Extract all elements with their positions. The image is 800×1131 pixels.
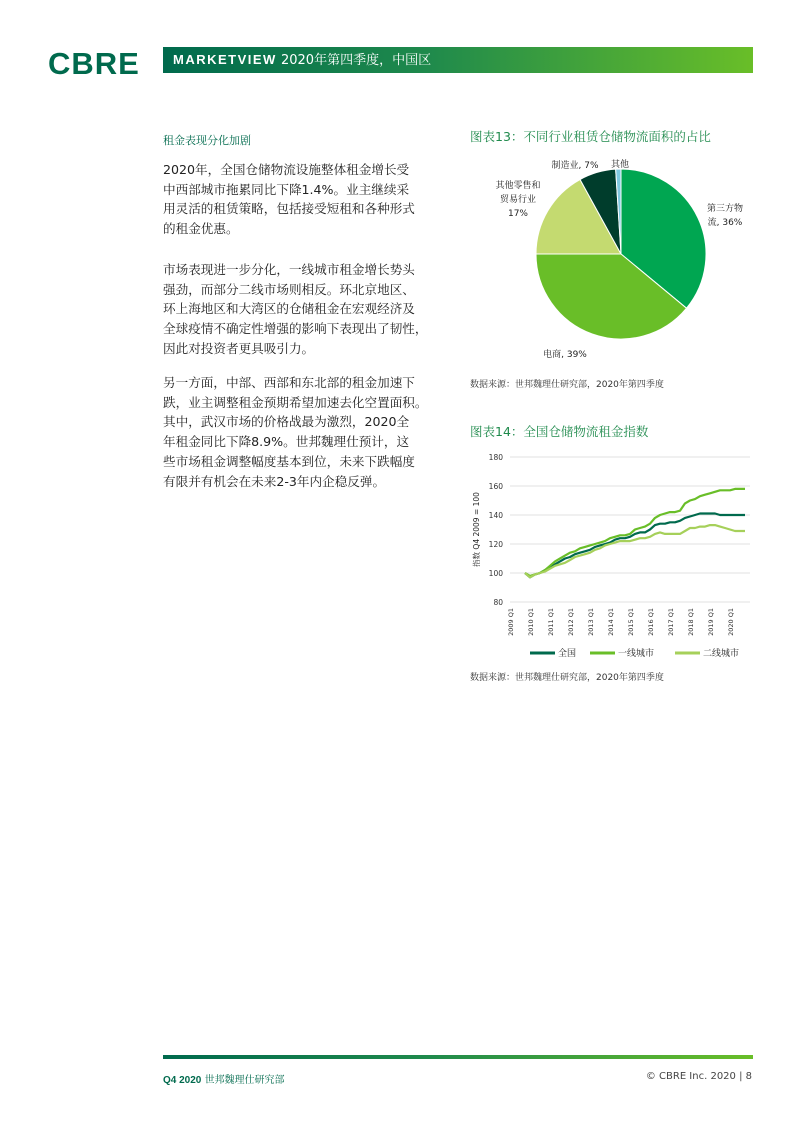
brand-label: MARKETVIEW	[173, 52, 277, 67]
figure14-source: 数据来源：世邦魏理仕研究部，2020年第四季度	[470, 673, 664, 683]
y-tick-label: 120	[488, 540, 503, 549]
figure13-source: 数据来源：世邦魏理仕研究部，2020年第四季度	[470, 380, 664, 390]
x-tick-label: 2014 Q1	[607, 608, 615, 636]
pie-slice-label: 电商, 39%	[543, 350, 587, 360]
y-tick-label: 160	[488, 482, 503, 491]
body-line: 另一方面，中部、西部和东北部的租金加速下	[163, 375, 415, 390]
x-tick-label: 2018 Q1	[687, 608, 695, 636]
body-line: 其中，武汉市场的价格战最为激烈，2020全	[163, 414, 410, 430]
footer-quarter: Q4 2020	[163, 1075, 202, 1086]
series-line	[525, 514, 745, 578]
footer-line	[163, 1055, 753, 1059]
footer-left	[163, 1071, 285, 1086]
report-period: 2020年第四季度，中国区	[280, 53, 432, 68]
body-line: 因此对投资者更具吸引力。	[163, 340, 315, 356]
footer-copyright: © CBRE Inc. 2020 | 8	[645, 1071, 752, 1082]
y-tick-label: 180	[488, 453, 503, 462]
x-tick-label: 2019 Q1	[707, 608, 715, 636]
body-line: 环上海地区和大湾区的仓储租金在宏观经济及	[163, 301, 415, 317]
pie-slice-label: 其他零售和	[495, 181, 541, 191]
legend-label: 全国	[558, 649, 577, 659]
x-tick-label: 2013 Q1	[587, 608, 595, 636]
body-line: 2020年，全国仓储物流设施整体租金增长受	[163, 162, 410, 177]
x-tick-label: 2011 Q1	[547, 608, 555, 636]
pie-slice-label: 制造业, 7%	[551, 161, 599, 171]
body-line: 有限并有机会在未来2-3年内企稳反弹。	[163, 473, 386, 489]
x-tick-label: 2016 Q1	[647, 608, 655, 636]
body-paragraph-1	[163, 160, 463, 239]
pie-slice-label: 17%	[507, 209, 529, 219]
y-tick-label: 140	[488, 511, 503, 520]
legend-label: 二线城市	[703, 649, 740, 659]
y-axis-label: 指数 Q4 2009 = 100	[472, 492, 481, 567]
section-title: 租金表现分化加剧	[163, 134, 251, 147]
figure13-title: 图表13：不同行业租赁仓储物流面积的占比	[470, 129, 711, 144]
body-paragraph-3	[163, 373, 463, 491]
body-line: 市场表现进一步分化，一线城市租金增长势头	[163, 262, 415, 277]
y-tick-label: 100	[488, 569, 503, 578]
body-line: 些市场租金调整幅度基本到位，未来下跌幅度	[163, 453, 415, 469]
body-paragraph-2	[163, 260, 463, 359]
y-tick-label: 80	[493, 598, 503, 607]
x-tick-label: 2017 Q1	[667, 608, 675, 636]
body-line: 跌，业主调整租金预期希望加速去化空置面积。	[163, 394, 428, 410]
footer-org: 世邦魏理仕研究部	[204, 1075, 285, 1086]
pie-slice-label: 第三方物	[706, 204, 744, 214]
body-line: 中西部城市拖累同比下降1.4%。业主继续采	[163, 181, 410, 197]
x-tick-label: 2010 Q1	[527, 608, 535, 636]
x-tick-label: 2020 Q1	[727, 608, 735, 636]
line-chart	[465, 445, 765, 665]
legend-label: 一线城市	[618, 649, 655, 659]
pie-slice-label: 其他	[610, 160, 630, 170]
header-banner	[163, 47, 753, 73]
body-line: 用灵活的租赁策略，包括接受短租和各种形式	[163, 201, 415, 217]
body-line: 全球疫情不确定性增强的影响下表现出了韧性，	[163, 321, 428, 337]
body-line: 年租金同比下降8.9%。世邦魏理仕预计，这	[163, 434, 410, 450]
x-tick-label: 2012 Q1	[567, 608, 575, 636]
pie-slice-label: 流, 36%	[707, 218, 743, 228]
x-tick-label: 2009 Q1	[507, 608, 515, 636]
x-tick-label: 2015 Q1	[627, 608, 635, 636]
figure14-title: 图表14：全国仓储物流租金指数	[470, 424, 649, 439]
body-line: 的租金优惠。	[163, 221, 239, 237]
pie-slice-label: 贸易行业	[499, 195, 537, 205]
pie-chart	[470, 150, 770, 370]
cbre-logo: CBRE	[48, 46, 140, 81]
body-line: 强劲，而部分二线市场则相反。环北京地区、	[163, 281, 415, 297]
